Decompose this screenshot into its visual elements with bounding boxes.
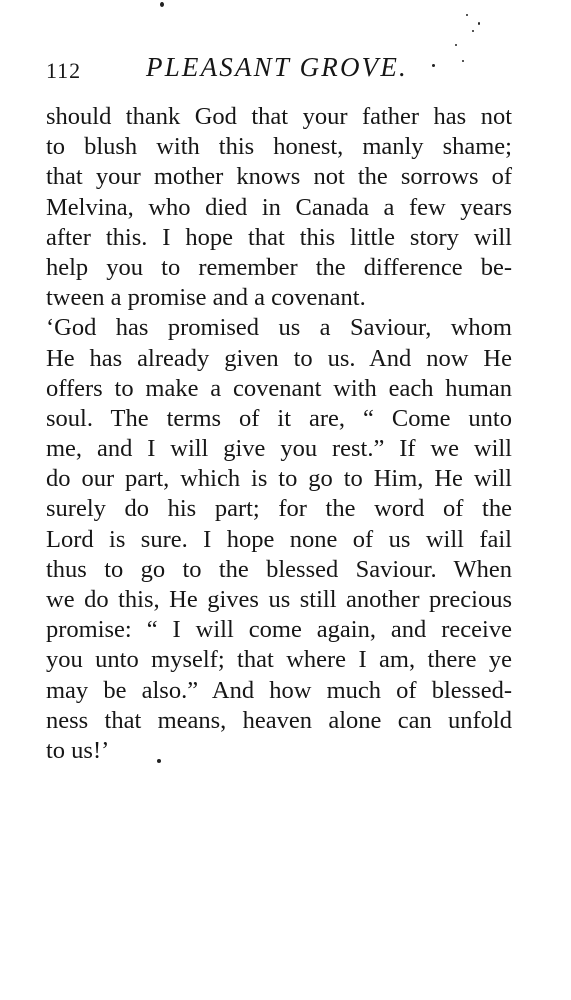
text-line: may be also.” And how much of blessed-: [46, 676, 512, 704]
text-line: Melvina, who died in Canada a few years: [46, 193, 512, 221]
text-line: do our part, which is to go to Him, He will: [46, 465, 512, 493]
text-line: help you to remember the difference be-: [46, 253, 512, 281]
text-line: to blush with this honest, manly shame;: [46, 133, 512, 161]
text-line: we do this, He gives us still another precious: [46, 586, 512, 613]
text-line: Lord is sure. I hope none of us will fail: [46, 525, 512, 553]
page-header: [46, 52, 526, 86]
print-speck: [157, 759, 161, 763]
page-number: 112: [46, 58, 82, 83]
text-line: should thank God that your father has not: [46, 103, 512, 130]
running-head: PLEASANT GROVE.: [146, 52, 408, 82]
text-line: after this. I hope that this little story will: [46, 223, 512, 251]
text-line: surely do his part; for the word of the: [46, 495, 512, 523]
text-line: soul. The terms of it are, “ Come unto: [46, 404, 512, 432]
text-line: thus to go to the blessed Saviour. When: [46, 555, 512, 583]
body-text: [46, 102, 512, 766]
print-speck: [472, 30, 474, 32]
print-speck: [466, 14, 468, 16]
text-line: ‘God has promised us a Saviour, whom: [46, 314, 512, 342]
print-speck: [462, 60, 464, 62]
print-speck: [478, 22, 480, 25]
print-speck: [432, 64, 435, 67]
text-line: that your mother knows not the sorrows of: [46, 163, 512, 191]
text-line: offers to make a covenant with each human: [46, 374, 512, 402]
text-line: me, and I will give you rest.” If we will: [46, 435, 512, 463]
text-line: promise: “ I will come again, and receive: [46, 616, 512, 644]
text-line: tween a promise and a covenant.: [46, 284, 366, 312]
print-speck: [455, 44, 457, 46]
text-line: to us!’: [46, 736, 110, 764]
text-line: ness that means, heaven alone can unfold: [46, 706, 512, 734]
text-line: you unto myself; that where I am, there ye: [46, 646, 512, 674]
print-speck: [160, 2, 164, 7]
text-line: He has already given to us. And now He: [46, 344, 512, 372]
